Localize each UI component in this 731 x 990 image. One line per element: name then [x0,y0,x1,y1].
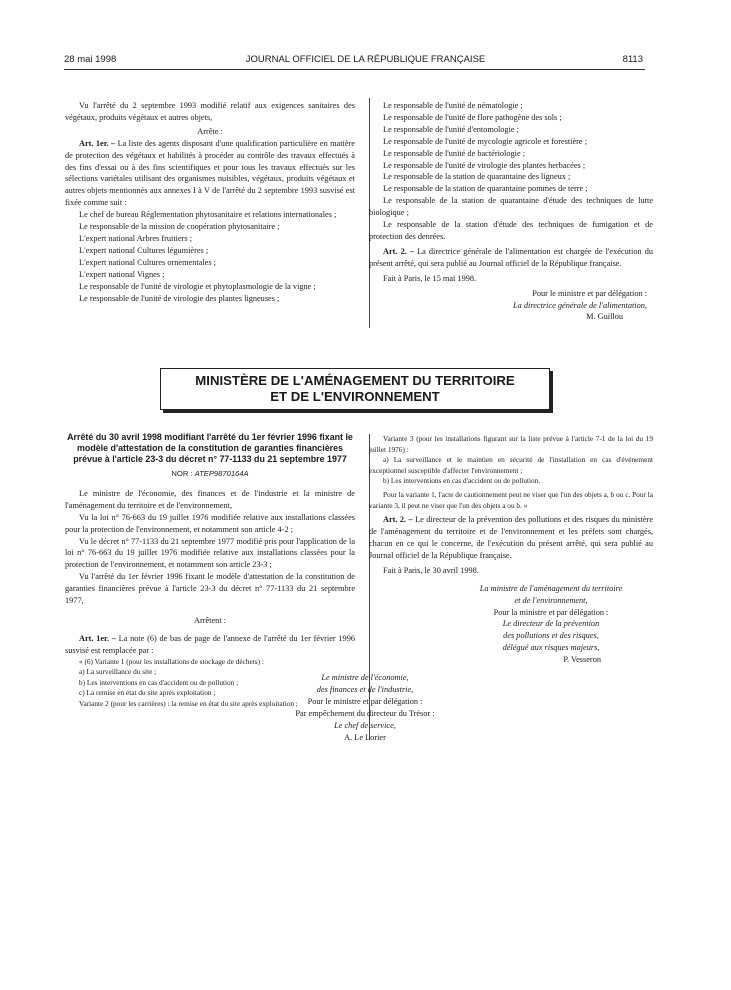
vu-paragraph: Vu l'arrêté du 1er février 1996 fixant le modèle d'attestation de la constitution de garanties financières prévue à l'article 23-3 du décret n° 77-1133 du 21 septembre 1977, [65,572,355,606]
article-2-text: La directrice générale de l'alimentation est chargée de l'exécution du présent arrêté, qui sera publié au Journal officiel de la République française. [369,246,653,268]
list-item: Le responsable de la station d'étude des techniques de fumigation et de protection des denrées. [369,220,653,241]
list-item: Le responsable de l'unité de bactériologie ; [383,148,526,158]
ministry-line-2: ET DE L'ENVIRONNEMENT [270,389,440,404]
arrete-heading: Arrête : [197,126,223,136]
decree-title: Arrêté du 30 avril 1998 modifiant l'arrêté du 1er février 1996 fixant le modèle d'attestation de la constitution de garanties financières prévue à l'article 23-3 du décret n° 77-1133 du 21 septembre 1977 [67,432,353,464]
header-date: 28 mai 1998 [64,54,117,65]
fait-a-paris: Fait à Paris, le 15 mai 1998. [383,273,477,283]
signatory-name: P. Vesseron [563,655,601,665]
list-item: Le responsable de la station de quarantaine d'étude des techniques de lutte biologique ; [369,196,653,218]
delegation-line: Pour le ministre et par délégation : [532,288,647,298]
list-item: Le responsable de l'unité de mycologie agricole et forestière ; [383,136,587,146]
note-line: c) La remise en état du site après exploitation ; [79,688,216,698]
fait-a-paris: Fait à Paris, le 30 avril 1998. [383,565,479,575]
header-rule [64,69,645,70]
article-1-label: Art. 1er. – [79,138,116,148]
list-item: L'expert national Cultures légumières ; [79,245,209,255]
delegation-line: Par empêchement du directeur du Trésor : [295,708,435,718]
list-item: Le responsable de la station de quarantaine des ligneux ; [383,172,571,182]
signatory-name: M. Guillou [586,312,623,322]
delegation-line: Pour le ministre et par délégation : [307,696,423,706]
nor-line [65,468,355,480]
note-line: « (6) Variante 1 (pour les installations de stockage de déchets) : [79,656,264,666]
vu-paragraph: Vu le décret n° 77-1133 du 21 septembre 1977 modifié pris pour l'application de la loi n° 76-663 du 19 juillet 1976 modifiée relative aux installations classées pour la protection de l'environnement, et notamment son article 23-3 ; [65,536,355,570]
signatory-line: des finances et de l'industrie, [316,684,414,694]
list-item: L'expert national Arbres fruitiers ; [79,233,193,243]
article-1-text: La note (6) de bas de page de l'annexe de l'arrêté du 1er février 1996 susvisé est remplacée par : [65,633,355,655]
ministry-banner [160,368,550,410]
list-item: Le chef de bureau Réglementation phytosanitaire et relations internationales ; [79,210,337,220]
signature-block-1 [449,583,653,666]
signatory-line: Le directeur de la prévention [502,619,600,629]
list-item: Le responsable de la station de quarantaine pommes de terre ; [383,184,588,194]
note-line: a) La surveillance du site ; [79,667,157,677]
article-2 [369,514,653,562]
signatory-line: délégué aux risques majeurs, [502,643,600,653]
nor-value: ATEP9870164A [194,469,249,478]
article-1 [65,633,355,657]
article-1-label: Art. 1er. – [79,633,116,643]
article-1-text: La liste des agents disposant d'une qualification particulière en matière de protection des végétaux et habilités à procéder au contrôle des travaux effectués à des fins d'essai ou à des fins scientifiques et pour tous les travaux effectués sur les sélections variétales utilisant des organismes nuisibles, végétaux, produits végétaux et autres objets mentionnés aux annexes I à V de l'arrêté du 2 septembre 1993 susvisé est fixée comme suit : [65,138,355,208]
vu-paragraph: Vu l'arrêté du 2 septembre 1993 modifié relatif aux exigences sanitaires des végétaux, produits végétaux et autres objets, [65,101,355,122]
page-number: 8113 [622,54,643,65]
note-line: Pour la variante 1, l'acte de cautionnement peut ne viser que l'un des objets a, b ou c. Pour la variante 3, il peut ne viser que l'un des objets a ou b. » [369,489,653,510]
note-line: Variante 3 (pour les installations figurant sur la liste prévue à l'article 7-1 de la loi du 19 juillet 1976) : [369,434,653,454]
list-item: Le responsable de l'unité d'entomologie ; [383,124,519,134]
delegation-line: Pour la ministre et par délégation : [493,607,609,617]
list-item: Le responsable de l'unité de virologie et phytoplasmologie de la vigne ; [79,281,316,291]
note-line: a) La surveillance et le maintien en sécurité de l'installation en cas d'événement exceptionnel susceptible d'affecter l'environnement ; [369,455,653,475]
note-line: Variante 2 (pour les carrières) : la remise en état du site après exploitation ; [79,699,298,709]
signatory-line: La ministre de l'aménagement du territoire [479,583,623,593]
journal-title: JOURNAL OFFICIEL DE LA RÉPUBLIQUE FRANÇAISE [245,54,486,65]
article-2-label: Art. 2. – [383,246,415,256]
lower-left-column [65,432,355,710]
article-2-text: Le directeur de la prévention des pollutions et des risques du ministère de l'aménagement du territoire et de l'environnement et les préfets sont chargés, chacun en ce qui le concerne, de l'exécution du présent arrêté, qui sera publié au Journal officiel de la République française. [369,515,654,560]
preamble-paragraph: Le ministre de l'économie, des finances et de l'industrie et la ministre de l'aménagement du territoire et de l'environnement, [65,488,355,510]
list-item: Le responsable de l'unité de nématologie ; [383,101,523,110]
signatory-line: Le chef de service, [334,720,396,730]
list-item: L'expert national Vignes ; [79,269,165,279]
list-item: Le responsable de l'unité de virologie des plantes herbacées ; [383,160,586,170]
article-1 [65,138,355,209]
signatory-line: Le ministre de l'économie, [321,673,409,682]
arretent-heading: Arrêtent : [193,615,227,625]
list-item: L'expert national Cultures ornementales ; [79,257,216,267]
signatory-line: et de l'environnement, [514,595,588,605]
signatory-line: des pollutions et des risques, [503,631,599,641]
list-item: Le responsable de l'unité de virologie des plantes ligneuses ; [79,293,280,303]
article-2-label: Art. 2. – [383,515,413,525]
list-item: Le responsable de la mission de coopération phytosanitaire ; [79,222,280,232]
ministry-line-1: MINISTÈRE DE L'AMÉNAGEMENT DU TERRITOIRE [195,372,515,388]
note-line: b) Les interventions en cas d'accident ou de pollution ; [79,677,239,687]
vu-paragraph: Vu la loi n° 76-663 du 19 juillet 1976 modifiée relative aux installations classées pour la protection de l'environnement, et notamment son article 4-2 ; [65,512,355,534]
upper-left-column [65,100,355,304]
upper-right-column [369,100,653,323]
nor-label: NOR : [171,469,193,478]
lower-right-column [369,434,653,666]
note-line: b) Les interventions en cas d'accident ou de pollution. [383,476,541,486]
signature-block-2 [240,672,490,743]
article-2 [369,246,653,270]
list-item: Le responsable de l'unité de flore pathogène des sols ; [383,112,562,122]
signatory-name: A. Le Lorier [344,732,386,742]
signatory-title: La directrice générale de l'alimentation, [513,300,647,310]
